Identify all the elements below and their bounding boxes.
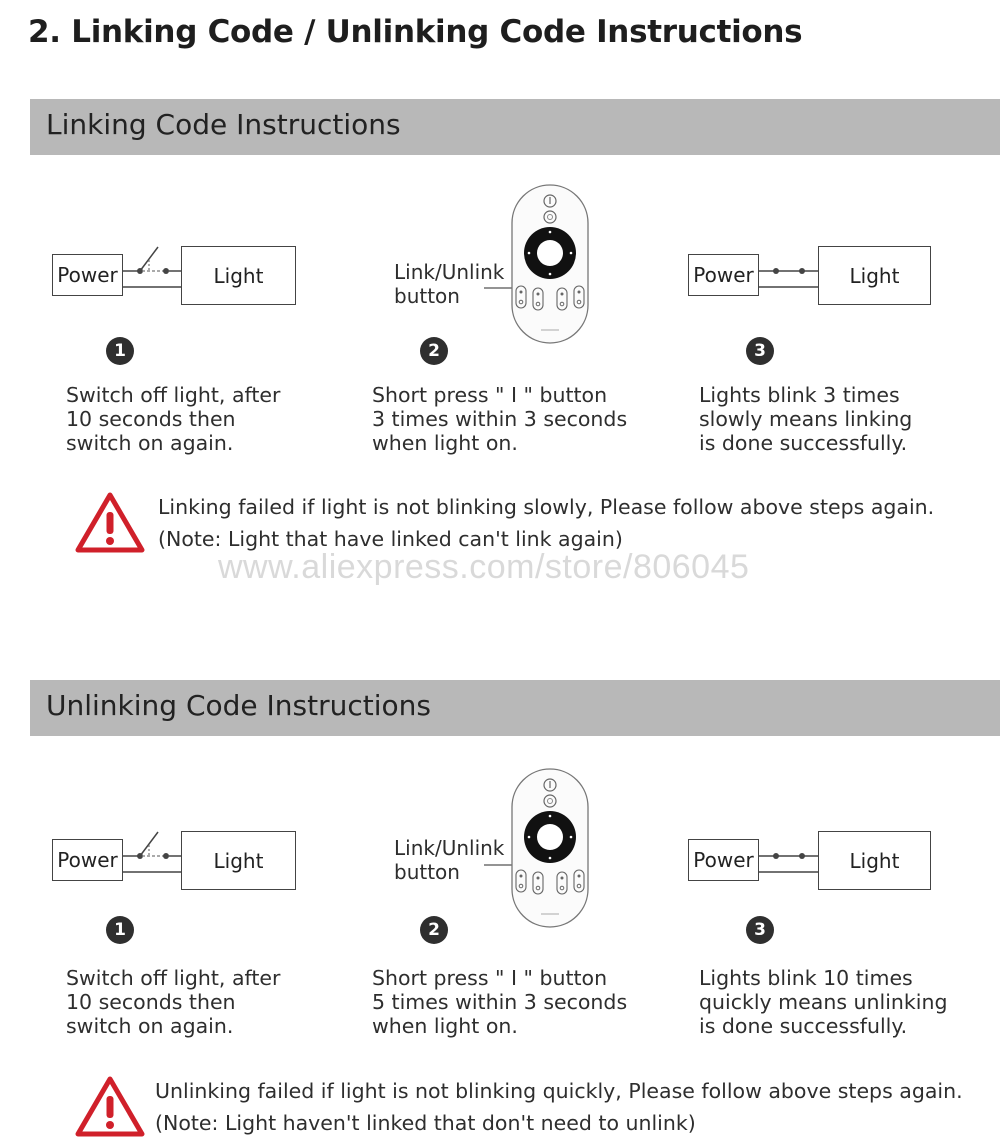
switch-wiring-icon: [122, 825, 184, 885]
step-number-badge: 2: [420, 337, 448, 365]
step-description: Short press " I " button 5 times within 3 seconds when light on.: [372, 966, 628, 1038]
step-number-badge: 3: [746, 916, 774, 944]
warning-message: Linking failed if light is not blinking slowly, Please follow above steps again. (Note: Light that have linked can't link again): [158, 495, 935, 551]
remote-control-icon: [511, 184, 589, 344]
link-unlink-callout: Link/Unlink button: [394, 260, 505, 308]
step-description: Switch off light, after 10 seconds then switch on again.: [66, 966, 281, 1038]
connected-wiring-icon: [758, 825, 820, 885]
light-box: Light: [818, 831, 931, 890]
remote-control-icon: [511, 768, 589, 928]
step-number-badge: 2: [420, 916, 448, 944]
warning-triangle-icon: [75, 492, 145, 554]
switch-wiring-icon: [122, 240, 184, 300]
page-title: 2. Linking Code / Unlinking Code Instructions: [28, 14, 803, 50]
watermark: www.aliexpress.com/store/806045: [218, 548, 750, 586]
warning-triangle-icon: [75, 1076, 145, 1138]
step-number-badge: 3: [746, 337, 774, 365]
step-description: Short press " I " button 3 times within 3 seconds when light on.: [372, 383, 628, 455]
link-unlink-callout: Link/Unlink button: [394, 836, 505, 884]
section-header-unlinking: [30, 680, 1000, 736]
light-box: Light: [818, 246, 931, 305]
power-box: Power: [688, 254, 759, 296]
step-description: Lights blink 10 times quickly means unlinking is done successfully.: [699, 966, 948, 1038]
power-box: Power: [52, 254, 123, 296]
connected-wiring-icon: [758, 240, 820, 300]
step-number-badge: 1: [106, 916, 134, 944]
light-box: Light: [181, 246, 296, 305]
section-header-linking: [30, 99, 1000, 155]
step-description: Switch off light, after 10 seconds then switch on again.: [66, 383, 281, 455]
power-box: Power: [52, 839, 123, 881]
section-heading: Unlinking Code Instructions: [46, 689, 431, 722]
power-box: Power: [688, 839, 759, 881]
section-heading: Linking Code Instructions: [46, 108, 401, 141]
step-number-badge: 1: [106, 337, 134, 365]
light-box: Light: [181, 831, 296, 890]
step-description: Lights blink 3 times slowly means linking is done successfully.: [699, 383, 913, 455]
warning-message: Unlinking failed if light is not blinking quickly, Please follow above steps again. (Note: Light haven't linked that don't need to unlink): [155, 1079, 963, 1135]
